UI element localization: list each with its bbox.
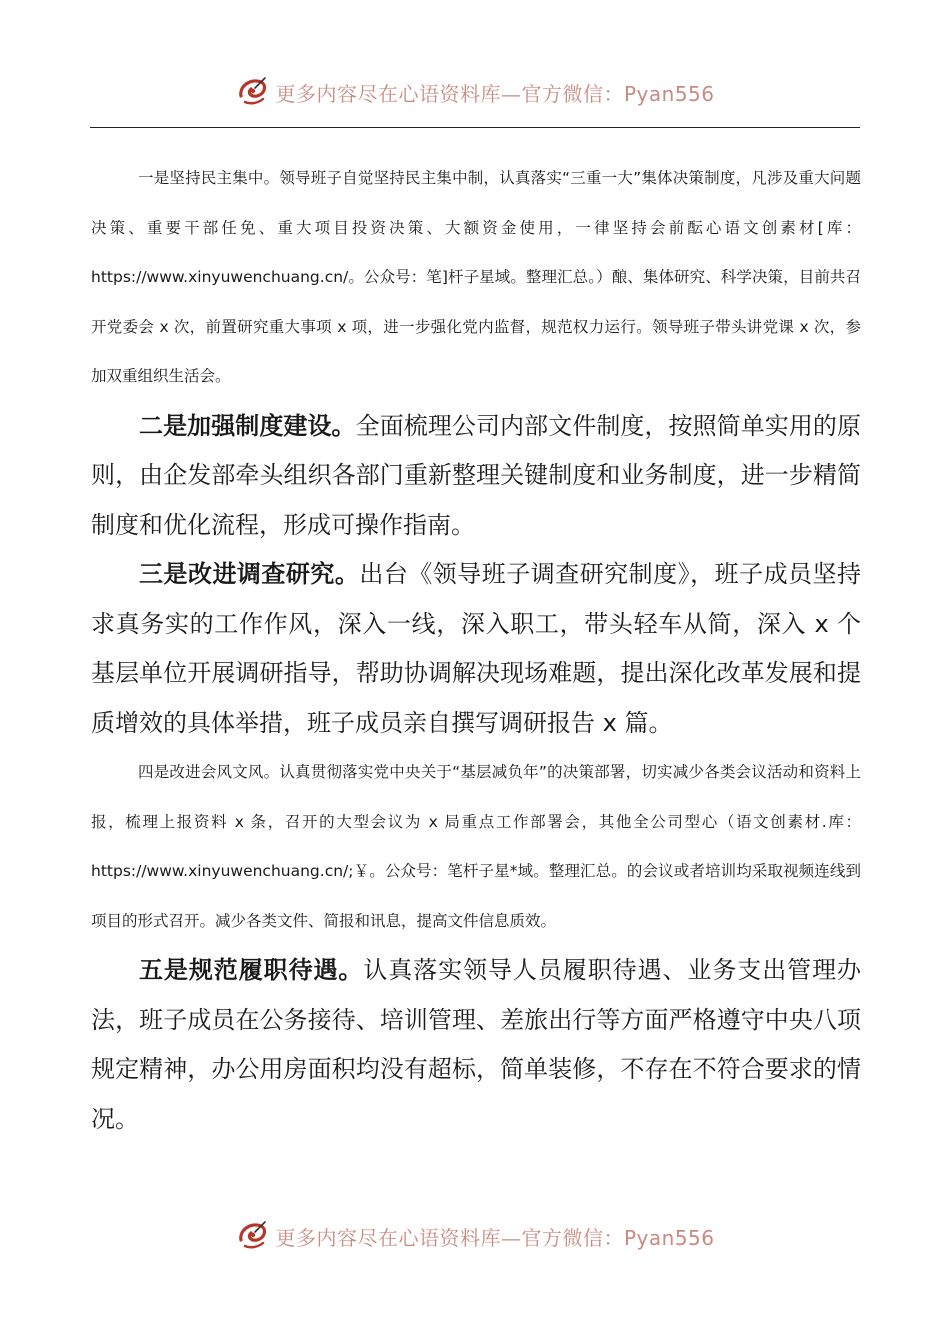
paragraph-5-text: 认真落实领导人员履职待遇、业务支出管理办法，班子成员在公务接待、培训管理、差旅出行等方面严格遵守中央八项规定精神，办公用房面积均没有超标，简单装修，不存在不符合要求的情况。 bbox=[91, 956, 862, 1133]
paragraph-3-lead: 三是改进调查研究。 bbox=[139, 560, 360, 588]
paragraph-2-text: 全面梳理公司内部文件制度，按照简单实用的原则，由企发部牵头组织各部门重新整理关键制度和业务制度，进一步精简制度和优化流程，形成可操作指南。 bbox=[91, 411, 862, 539]
header-divider bbox=[90, 127, 860, 128]
document-body bbox=[91, 154, 861, 1144]
brush-swirl-logo-icon bbox=[235, 74, 271, 110]
paragraph-3-text: 出台《领导班子调查研究制度》，班子成员坚持求真务实的工作作风，深入一线，深入职工，带头轻车从简，深入 x 个基层单位开展调研指导，帮助协调解决现场难题，提出深化改革发展和提质增效的具体举措，班子成员亲自撰写调研报告 x 篇。 bbox=[91, 560, 862, 737]
footer-banner-text: 更多内容尽在心语资料库—官方微信：Pyan556 bbox=[275, 1225, 715, 1250]
paragraph-2-lead: 二是加强制度建设。 bbox=[139, 411, 356, 440]
paragraph-2 bbox=[91, 402, 861, 551]
paragraph-1 bbox=[91, 154, 861, 402]
paragraph-4-text: 四是改进会风文风。认真贯彻落实党中央关于“基层减负年”的决策部署，切实减少各类会议活动和资料上报，梳理上报资料 x 条，召开的大型会议为 x 局重点工作部署会，其他全公司型心（语文创素材.库：https://www.xinyuwenchuang.cn/;￥。公众号：笔杆子星*域。整理汇总。的会议或者培训均采取视频连线到项目的形式召开。减少各类文件、简报和讯息，提高文件信息质效。 bbox=[91, 763, 861, 930]
paragraph-1-text: 一是坚持民主集中。领导班子自觉坚持民主集中制，认真落实“三重一大”集体决策制度，凡涉及重大问题决策、重要干部任免、重大项目投资决策、大额资金使用，一律坚持会前酝心语文创素材[库：https://www.xinyuwenchuang.cn/。公众号：笔]杆子星域。整理汇总。）酿、集体研究、科学决策，目前共召开党委会 x 次，前置研究重大事项 x 项，进一步强化党内监督，规范权力运行。领导班子带头讲党课 x 次，参加双重组织生活会。 bbox=[91, 169, 861, 385]
paragraph-3 bbox=[91, 550, 861, 748]
header-banner bbox=[0, 72, 950, 112]
footer-banner bbox=[0, 1216, 950, 1256]
paragraph-5-lead: 五是规范履职待遇。 bbox=[139, 956, 364, 984]
paragraph-4 bbox=[91, 748, 861, 946]
header-banner-handle: Pyan556 bbox=[623, 81, 715, 106]
paragraph-5 bbox=[91, 946, 861, 1144]
brush-swirl-logo-icon bbox=[235, 1218, 271, 1254]
header-banner-text: 更多内容尽在心语资料库—官方微信：Pyan556 bbox=[275, 81, 715, 106]
footer-banner-handle: Pyan556 bbox=[623, 1225, 715, 1250]
